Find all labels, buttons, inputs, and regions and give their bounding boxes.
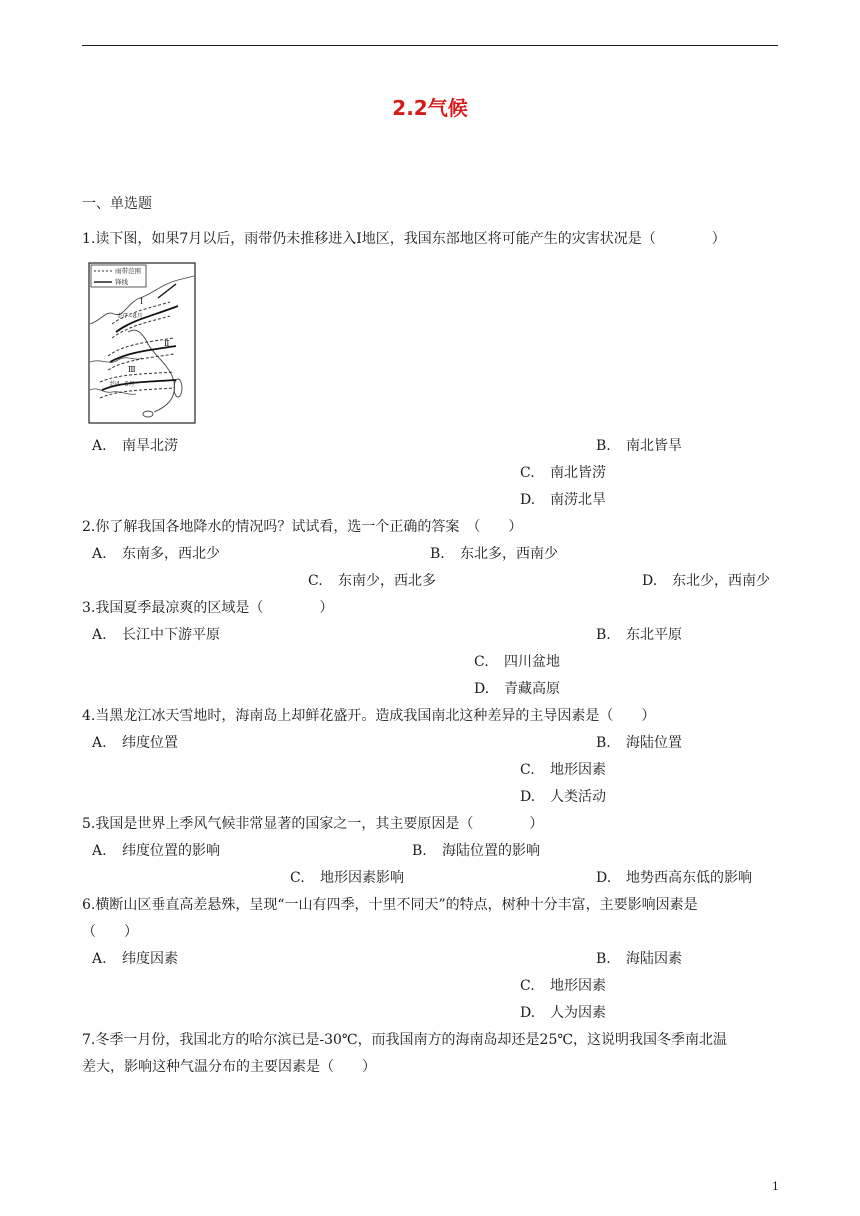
- q2-option-b[interactable]: B. 东北多，西南少: [430, 546, 558, 562]
- period-label-summer: 约7~8月: [118, 313, 143, 320]
- question-6-stem-line2: （ ）: [82, 924, 138, 940]
- q6-option-d[interactable]: D. 人为因素: [520, 1005, 606, 1021]
- question-4-stem: 4.当黑龙江冰天雪地时，海南岛上却鲜花盛开。造成我国南北这种差异的主导因素是（ ）: [82, 708, 656, 724]
- section-heading: 一、单选题: [82, 196, 152, 212]
- q4-option-b[interactable]: B. 海陆位置: [596, 735, 682, 751]
- page-title: 2.2气候: [392, 96, 468, 120]
- q4-option-d[interactable]: D. 人类活动: [520, 789, 606, 805]
- q5-option-a[interactable]: A. 纬度位置的影响: [92, 843, 220, 859]
- q3-option-b[interactable]: B. 东北平原: [596, 627, 682, 643]
- q2-option-a[interactable]: A. 东南多，西北少: [92, 546, 220, 562]
- q4-option-c[interactable]: C. 地形因素: [520, 762, 606, 778]
- q5-option-d[interactable]: D. 地势西高东低的影响: [596, 870, 752, 886]
- question-2-stem: 2.你了解我国各地降水的情况吗？试试看，选一个正确的答案 （ ）: [82, 519, 523, 535]
- question-7-stem-line1: 7.冬季一月份，我国北方的哈尔滨已是-30℃，而我国南方的海南岛却还是25℃，这说明我国冬季南北温: [82, 1032, 728, 1048]
- q5-option-c[interactable]: C. 地形因素影响: [290, 870, 404, 886]
- rain-belt-map: [88, 262, 196, 424]
- question-7-stem-line2: 差大，影响这种气温分布的主要因素是（ ）: [82, 1059, 376, 1075]
- q3-option-c[interactable]: C. 四川盆地: [474, 654, 560, 670]
- legend-front-line: 锋线: [115, 278, 128, 286]
- legend-rain-belt: 雨带范围: [115, 267, 141, 275]
- question-6-stem-line1: 6.横断山区垂直高差悬殊，呈现“一山有四季，十里不同天”的特点，树种十分丰富，主要影响因素是: [82, 897, 698, 913]
- region-label-2: Ⅱ: [164, 339, 170, 348]
- header-rule: [82, 45, 778, 46]
- q1-option-b[interactable]: B. 南北皆旱: [596, 438, 682, 454]
- page-number: 1: [772, 1180, 779, 1193]
- question-3-stem: 3.我国夏季最凉爽的区域是（ ）: [82, 600, 334, 616]
- q1-option-d[interactable]: D. 南涝北旱: [520, 492, 606, 508]
- region-label-1: Ⅰ: [140, 297, 144, 306]
- q3-option-a[interactable]: A. 长江中下游平原: [92, 627, 220, 643]
- q1-option-a[interactable]: A. 南旱北涝: [92, 438, 178, 454]
- period-label-spring: 约4~5月: [110, 381, 135, 388]
- q4-option-a[interactable]: A. 纬度位置: [92, 735, 178, 751]
- question-1-stem: 1.读下图，如果7月以后，雨带仍未推移进入Ⅰ地区，我国东部地区将可能产生的灾害状况是（ ）: [82, 231, 726, 247]
- q2-option-d[interactable]: D. 东北少，西南少: [642, 573, 770, 589]
- q5-option-b[interactable]: B. 海陆位置的影响: [412, 843, 540, 859]
- q2-option-c[interactable]: C. 东南少，西北多: [308, 573, 436, 589]
- question-5-stem: 5.我国是世界上季风气候非常显著的国家之一，其主要原因是（ ）: [82, 816, 544, 832]
- q6-option-c[interactable]: C. 地形因素: [520, 978, 606, 994]
- q6-option-b[interactable]: B. 海陆因素: [596, 951, 682, 967]
- q1-option-c[interactable]: C. 南北皆涝: [520, 465, 606, 481]
- q3-option-d[interactable]: D. 青藏高原: [474, 681, 560, 697]
- q6-option-a[interactable]: A. 纬度因素: [92, 951, 178, 967]
- region-label-3: Ⅲ: [128, 365, 136, 374]
